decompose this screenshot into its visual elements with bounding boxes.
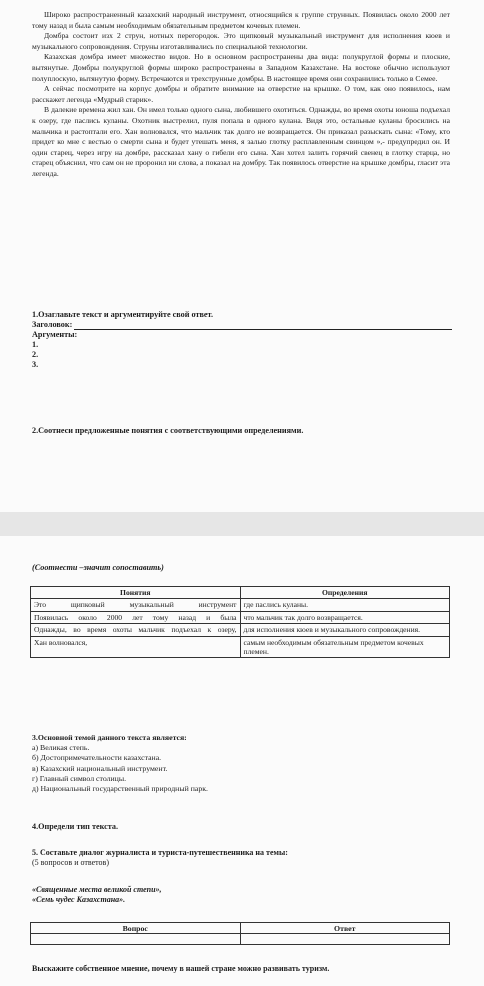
option-d[interactable]: г) Главный символ столицы. xyxy=(32,773,127,783)
heading-label: Заголовок: xyxy=(32,320,73,329)
paragraph: А сейчас посмотрите на корпус домбры и обратите внимание на отверстие на крышке. О том, как оно появилось, нам расскажет легенда «Мудрый старик». xyxy=(32,84,450,104)
dialogue-themes xyxy=(32,885,162,906)
paragraph: Казахская домбра имеет множество видов. Но в основном распространены два вида: полукруглой формы и плоские, вытянутые. Домбры полукруглой формы широко распространены в Западном Казахстане. На востоке обычно используют полуплоскую, вытянутую форму. Встречаются и трехструнные домбры. В настоящее время они сохранились только в Семее. xyxy=(32,52,450,83)
option-e[interactable]: д) Национальный государственный природный парк. xyxy=(32,784,208,794)
task-1-title: 1.Озаглавьте текст и аргументируйте свой ответ. xyxy=(32,310,214,319)
option-a[interactable]: а) Великая степь. xyxy=(32,743,90,753)
paragraph: Широко распространенный казахский народный инструмент, относящийся к группе струнных. Появилась около 2000 лет тому назад и была самым необходимым обязательным предметом кочевых племен. xyxy=(32,10,450,30)
page-gap xyxy=(0,512,484,536)
paragraph: Домбра состоит изх 2 струн, нотных перегородок. Это щипковый музыкальный инструмент для исполнения кюев и музыкального сопровождения. Струны изготавливались по специальной технологии. xyxy=(32,31,450,51)
table-row xyxy=(31,636,450,658)
argument-item: 2. xyxy=(32,350,39,359)
reading-text xyxy=(32,10,450,180)
concept-cell: Это щипковый музыкальный инструмент xyxy=(31,599,241,611)
definition-cell: где паслись куланы. xyxy=(240,599,450,611)
table-row xyxy=(31,599,450,611)
answer-cell[interactable] xyxy=(240,934,450,945)
column-header: Ответ xyxy=(240,923,450,934)
column-header: Вопрос xyxy=(31,923,241,934)
heading-row xyxy=(32,320,452,330)
heading-answer-line[interactable] xyxy=(74,320,452,330)
task-5-title: 5. Составьте диалог журналиста и туриста-путешественника на темы: xyxy=(32,848,288,857)
theme-item: «Священные места великой степи», xyxy=(32,885,162,894)
task-4-title: 4.Определи тип текста. xyxy=(32,822,119,831)
concept-cell: Хан волновался, xyxy=(31,636,241,658)
concept-cell: Появилась около 2000 лет тому назад и была xyxy=(31,611,241,623)
argument-item: 1. xyxy=(32,340,39,349)
question-cell[interactable] xyxy=(31,934,241,945)
final-task: Выскажите собственное мнение, почему в нашей стране можно развивать туризм. xyxy=(32,964,330,973)
arguments-label: Аргументы: xyxy=(32,330,78,339)
option-b[interactable]: б) Достопримечательности казахстана. xyxy=(32,753,162,763)
table-header-row xyxy=(31,587,450,599)
definition-cell: самым необходимым обязательным предметом кочевых племен. xyxy=(240,636,450,658)
column-header: Понятия xyxy=(31,587,241,599)
column-header: Определения xyxy=(240,587,450,599)
definitions-table xyxy=(30,586,450,658)
task-5 xyxy=(32,848,288,868)
task-1 xyxy=(32,310,452,370)
concept-cell: Однажды, во время охоты мальчик подъехал к озеру, xyxy=(31,624,241,636)
table-row xyxy=(31,624,450,636)
task-5-subtitle: (5 вопросов и ответов) xyxy=(32,858,109,867)
table-header-row xyxy=(31,923,450,934)
table-row xyxy=(31,934,450,945)
task-3-title: 3.Основной темой данного текста является: xyxy=(32,733,187,742)
definition-cell: для исполнения кюев и музыкального сопровождения. xyxy=(240,624,450,636)
definition-cell: что мальчик так долго возвращается. xyxy=(240,611,450,623)
dialogue-table xyxy=(30,922,450,945)
paragraph: В далекие времена жил хан. Он имел только одного сына, любившего охотиться. Однажды, во время охоты юноша подъехал к озеру, где паслись куланы. Охотник выстрелил, пуля попала в одного кулана. Видя это, остальные куланы бросились на мальчика и растоптали его. Хан волновался, что мальчик так долго не возвращается. Он приказал разыскать сына: «Тому, кто придет ко мне с вестью о смерти сына и будет утешать меня, я залью глотку расплавленным свинцом »,- предупредил он. И один старец, через игру на домбре, рассказал хану о гибели его сына. Хан хотел залить горячий свенец в глотку старца, но старец объяснил, что сам он не проронил ни слова, а показал на домбру. Так появилось отверстие на крышке домбры, гласит эта легенда. xyxy=(32,105,450,178)
task-2-title: 2.Соотнеси предложенные понятия с соответствующими определениями. xyxy=(32,426,304,435)
theme-item: «Семь чудес Казахстана». xyxy=(32,895,126,905)
task-3 xyxy=(32,733,208,794)
task-2-note: (Соотнести –значит сопоставить) xyxy=(32,563,164,572)
argument-item: 3. xyxy=(32,360,39,369)
option-c[interactable]: в) Казахский национальный инструмент. xyxy=(32,763,168,773)
table-row xyxy=(31,611,450,623)
